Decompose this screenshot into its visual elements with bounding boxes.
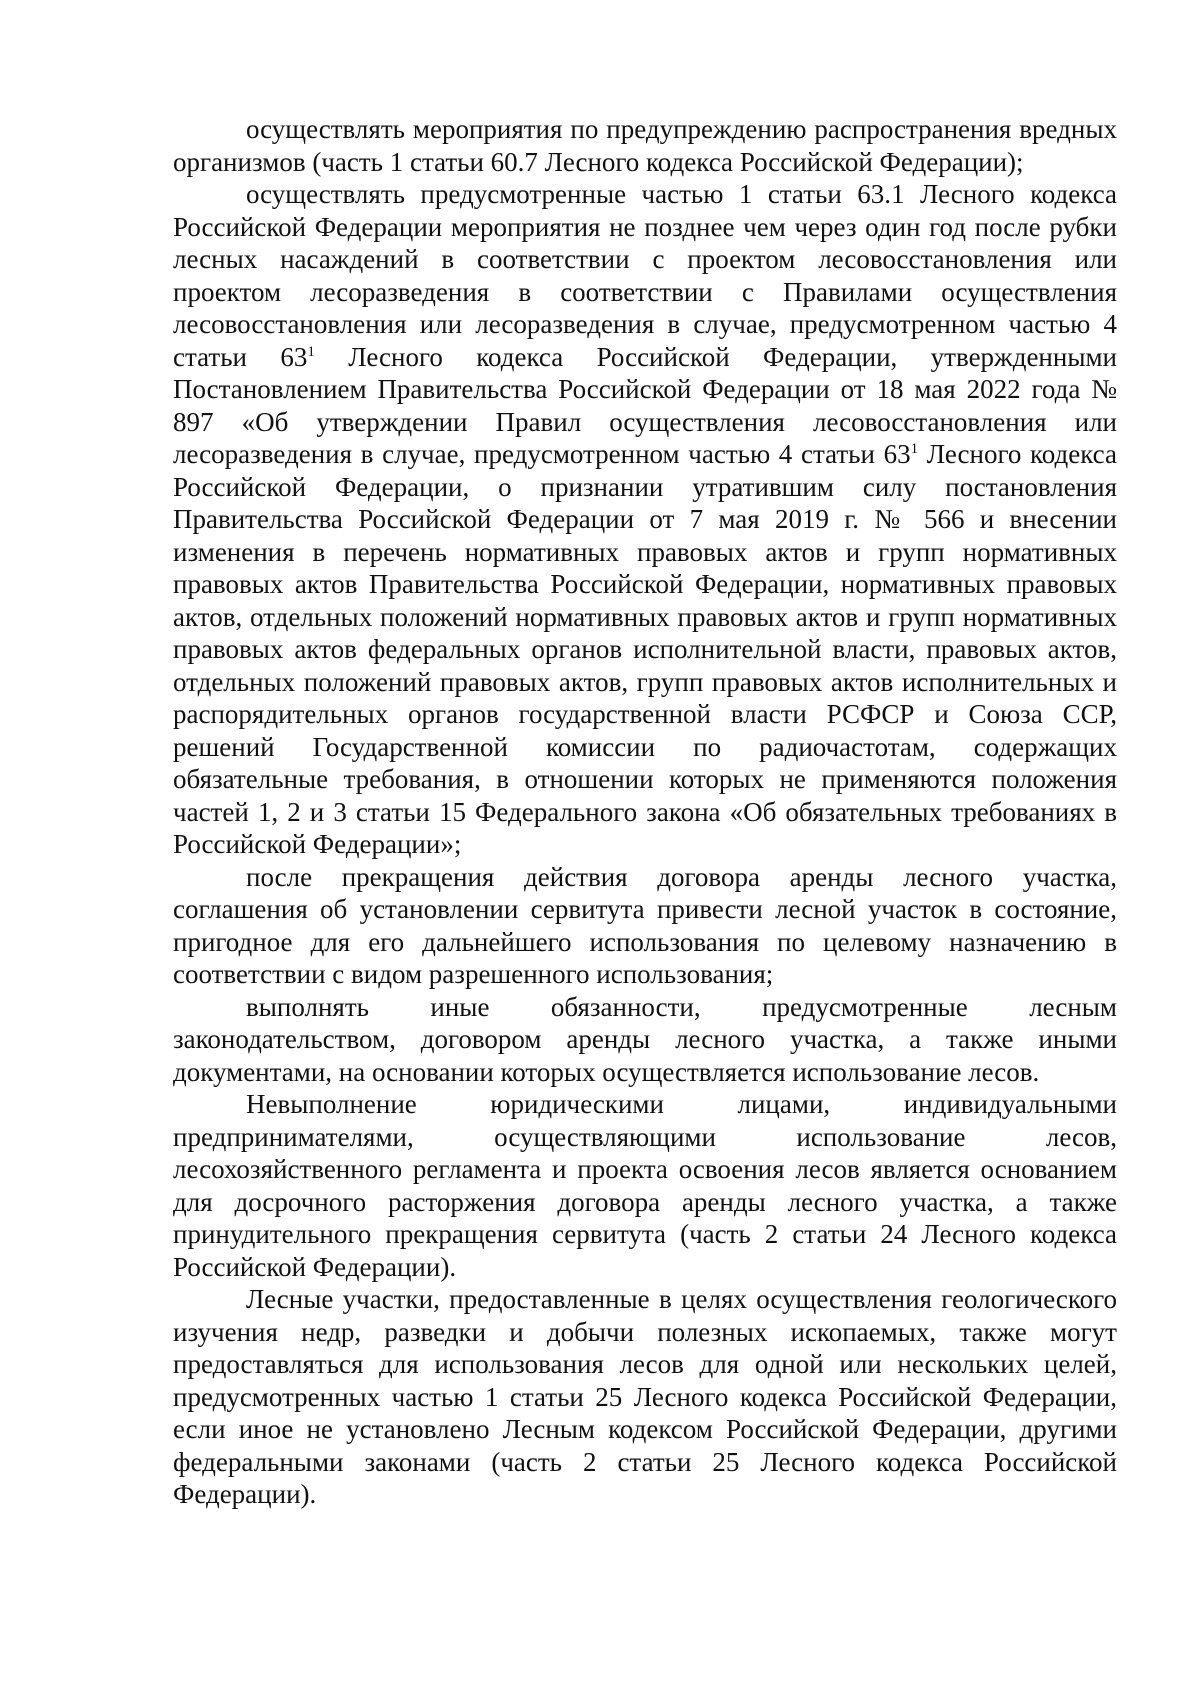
superscript-index: 1 xyxy=(910,441,919,457)
paragraph-other-duties xyxy=(173,991,1117,1089)
paragraph-pest-prevention xyxy=(173,113,1117,178)
superscript-index: 1 xyxy=(307,343,315,360)
paragraph-non-compliance xyxy=(173,1088,1117,1283)
paragraph-lease-termination xyxy=(173,861,1117,991)
document-body xyxy=(173,113,1117,1511)
paragraph-text: осуществлять мероприятия по предупреждению распространения вредных организмов (часть 1 статьи 60.7 Лесного кодекса Российской Федерации); xyxy=(173,114,1117,177)
paragraph-reforestation xyxy=(173,178,1117,861)
paragraph-text: Лесного кодекса Российской Федерации, утвержденными Постановлением Правительства Российской Федерации от 18 мая 2022 года № 897 «Об утверждении Правил осуществления лесовосстановления или лесоразведения в случае, предусмотренном частью 4 статьи 63 xyxy=(173,341,1117,469)
paragraph-text: после прекращения действия договора аренды лесного участка, соглашения об установлении сервитута привести лесной участок в состояние, пригодное для его дальнейшего использования по целевому назначению в соответствии с видом разрешенного использования; xyxy=(173,861,1117,989)
paragraph-text: выполнять иные обязанности, предусмотренные лесным законодательством, договором аренды лесного участка, а также иными документами, на основании которых осуществляется использование лесов. xyxy=(173,991,1117,1087)
paragraph-geological-plots xyxy=(173,1283,1117,1511)
paragraph-text: Лесные участки, предоставленные в целях осуществления геологического изучения недр, разведки и добычи полезных ископаемых, также могут предоставляться для использования лесов для одной или нескольких целей, предусмотренных частью 1 статьи 25 Лесного кодекса Российской Федерации, если иное не установлено Лесным кодексом Российской Федерации, другими федеральными законами (часть 2 статьи 25 Лесного кодекса Российской Федерации). xyxy=(173,1284,1117,1509)
paragraph-text: Лесного кодекса Российской Федерации, о признании утратившим силу постановления Правительства Российской Федерации от 7 мая 2019 г. № 566 и внесении изменения в перечень нормативных правовых актов и групп нормативных правовых актов Правительства Российской Федерации, нормативных правовых актов, отдельных положений нормативных правовых актов и групп нормативных правовых актов федеральных органов исполнительной власти, правовых актов, отдельных положений правовых актов, групп правовых актов исполнительных и распорядительных органов государственной власти РСФСР и Союза ССР, решений Государственной комиссии по радиочастотам, содержащих обязательные требования, в отношении которых не применяются положения частей 1, 2 и 3 статьи 15 Федерального закона «Об обязательных требованиях в Российской Федерации»; xyxy=(173,439,1117,859)
paragraph-text: Невыполнение юридическими лицами, индивидуальными предпринимателями, осуществляющими использование лесов, лесохозяйственного регламента и проекта освоения лесов является основанием для досрочного расторжения договора аренды лесного участка, а также принудительного прекращения сервитута (часть 2 статьи 24 Лесного кодекса Российской Федерации). xyxy=(173,1089,1117,1282)
paragraph-text: осуществлять предусмотренные частью 1 статьи 63.1 Лесного кодекса Российской Федерации мероприятия не позднее чем через один год после рубки лесных насаждений в соответствии с проектом лесовосстановления или проектом лесоразведения в соответствии с Правилами осуществления лесовосстановления или лесоразведения в случае, предусмотренном частью 4 статьи 63 xyxy=(173,179,1117,372)
